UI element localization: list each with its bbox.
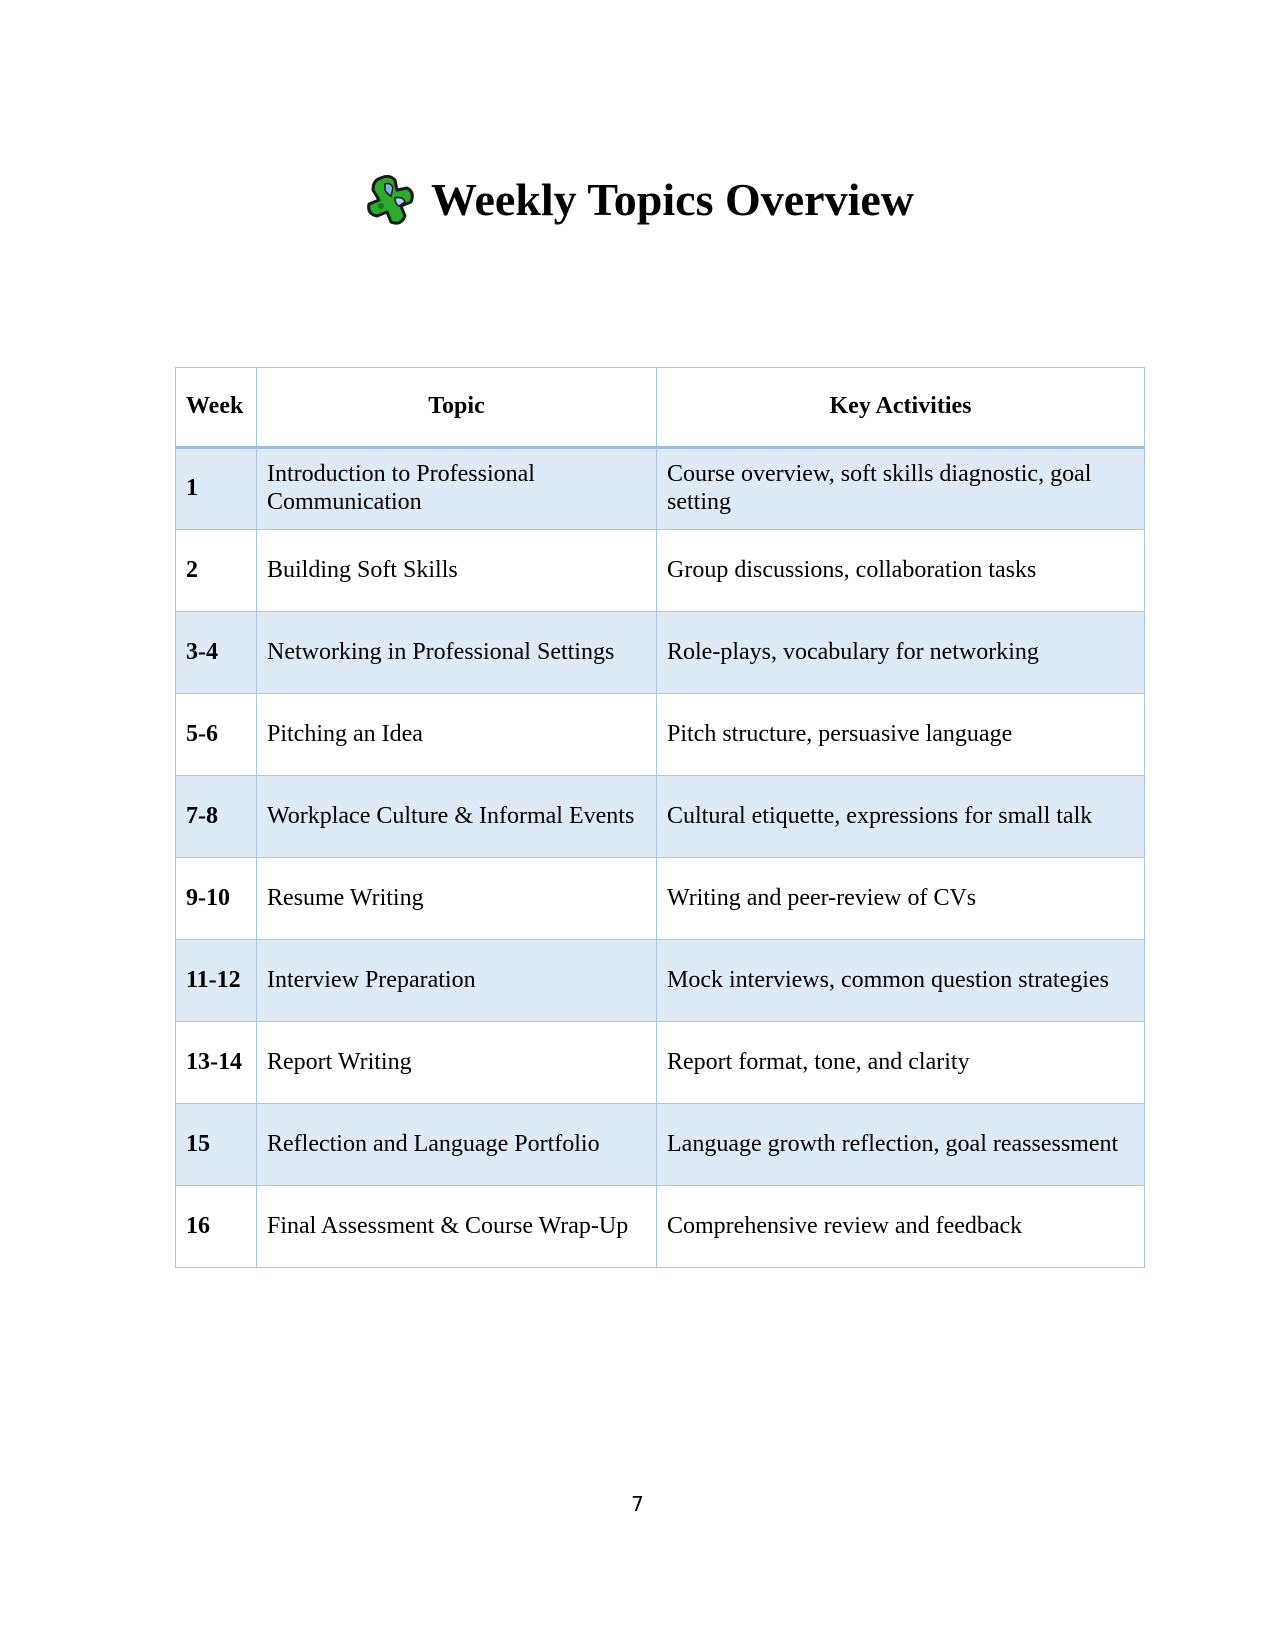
table-row bbox=[176, 694, 1145, 776]
week-cell: 15 bbox=[176, 1104, 257, 1186]
week-cell: 16 bbox=[176, 1186, 257, 1268]
table-row bbox=[176, 448, 1145, 530]
header-key-activities: Key Activities bbox=[657, 368, 1145, 448]
page-title-text: Weekly Topics Overview bbox=[431, 174, 914, 225]
table-header-row bbox=[176, 368, 1145, 448]
week-cell: 3-4 bbox=[176, 612, 257, 694]
activities-cell: Report format, tone, and clarity bbox=[657, 1022, 1145, 1104]
header-week: Week bbox=[176, 368, 257, 448]
header-topic: Topic bbox=[257, 368, 657, 448]
topic-cell: Networking in Professional Settings bbox=[257, 612, 657, 694]
activities-cell: Language growth reflection, goal reassessment bbox=[657, 1104, 1145, 1186]
topic-cell: Introduction to Professional Communication bbox=[257, 448, 657, 530]
week-cell: 9-10 bbox=[176, 858, 257, 940]
week-cell: 13-14 bbox=[176, 1022, 257, 1104]
topic-cell: Final Assessment & Course Wrap-Up bbox=[257, 1186, 657, 1268]
week-cell: 11-12 bbox=[176, 940, 257, 1022]
table-row bbox=[176, 940, 1145, 1022]
week-cell: 5-6 bbox=[176, 694, 257, 776]
activities-cell: Pitch structure, persuasive language bbox=[657, 694, 1145, 776]
table-row bbox=[176, 1186, 1145, 1268]
topic-cell: Reflection and Language Portfolio bbox=[257, 1104, 657, 1186]
table-row bbox=[176, 530, 1145, 612]
week-cell: 2 bbox=[176, 530, 257, 612]
puzzle-piece-icon bbox=[361, 172, 417, 228]
activities-cell: Writing and peer-review of CVs bbox=[657, 858, 1145, 940]
topic-cell: Report Writing bbox=[257, 1022, 657, 1104]
page-title bbox=[0, 172, 1275, 228]
table-row bbox=[176, 612, 1145, 694]
table-row bbox=[176, 776, 1145, 858]
table-row bbox=[176, 858, 1145, 940]
activities-cell: Cultural etiquette, expressions for small talk bbox=[657, 776, 1145, 858]
topic-cell: Pitching an Idea bbox=[257, 694, 657, 776]
weekly-topics-table bbox=[175, 367, 1145, 1268]
activities-cell: Mock interviews, common question strategies bbox=[657, 940, 1145, 1022]
activities-cell: Course overview, soft skills diagnostic, goal setting bbox=[657, 448, 1145, 530]
activities-cell: Role-plays, vocabulary for networking bbox=[657, 612, 1145, 694]
topic-cell: Building Soft Skills bbox=[257, 530, 657, 612]
week-cell: 1 bbox=[176, 448, 257, 530]
week-cell: 7-8 bbox=[176, 776, 257, 858]
activities-cell: Comprehensive review and feedback bbox=[657, 1186, 1145, 1268]
table-row bbox=[176, 1022, 1145, 1104]
topic-cell: Resume Writing bbox=[257, 858, 657, 940]
table-row bbox=[176, 1104, 1145, 1186]
topic-cell: Interview Preparation bbox=[257, 940, 657, 1022]
activities-cell: Group discussions, collaboration tasks bbox=[657, 530, 1145, 612]
topic-cell: Workplace Culture & Informal Events bbox=[257, 776, 657, 858]
page-number: 7 bbox=[631, 1492, 644, 1516]
